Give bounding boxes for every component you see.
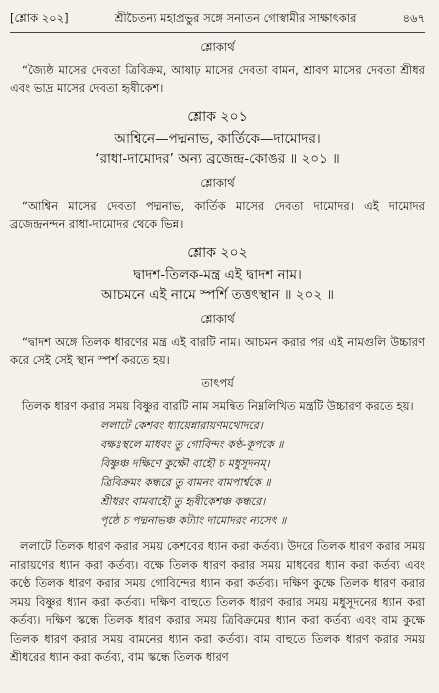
mantra-line: শ্রীধরং বামবাহৌ তু হৃষীকেশঞ্চ কন্ধরে।: [100, 495, 266, 508]
verse-number: শ্লোক ২০২: [187, 245, 248, 261]
running-header: [10, 10, 425, 33]
purport-heading: তাৎপর্য: [201, 376, 234, 390]
header-title: শ্রীচৈতন্য মহাপ্রভুর সঙ্গে সনাতন গোস্বামীর সাক্ষাৎকার: [114, 11, 357, 25]
purport-body: ললাটে তিলক ধারণ করার সময় কেশবের ধ্যান করা কর্তব্য। উদরে তিলক ধারণ করার সময় নারায়ণের ধ্যান করা কর্তব্য। বক্ষে তিলক ধারণ করার সময় মাধবের ধ্যান করা কর্তব্য এবং কণ্ঠে তিলক ধারণ করার সময় গোবিন্দের ধ্যান করা কর্তব্য। দক্ষিণ কুক্ষে তিলক ধারণ করার সময় বিষ্ণুর ধ্যান করা কর্তব্য। দক্ষিণ বাহুতে তিলক ধারণ করার সময় মধুসূদনের ধ্যান করা কর্তব্য। দক্ষিণ স্কন্ধে তিলক ধারণ করার সময় ত্রিবিক্রমের ধ্যান করা কর্তব্য এবং বাম কুক্ষে তিলক ধারণ করার সময় বামনের ধ্যান করা কর্তব্য। বাম বাহুতে তিলক ধারণ করার সময় শ্রীধরের ধ্যান করা কর্তব্য, বাম স্কন্ধে তিলক ধারণ: [10, 539, 425, 664]
verse-line: আশ্বিনে—পদ্মনাভ, কার্তিকে—দামোদর।: [114, 131, 321, 147]
translation-text: “দ্বাদশ অঙ্গে তিলক ধারণের মন্ত্র এই বারটি নাম। আচমন করার পর এই নামগুলি উচ্চারণ করে সেই সেই স্থান স্পর্শ করতে হয়।: [10, 335, 425, 367]
verse-number: শ্লোক ২০১: [187, 109, 248, 125]
mantra-line: ললাটে কেশবং ধ্যায়েন্নারায়ণমথোদরে।: [100, 419, 263, 432]
translation-heading: শ্লোকার্থ: [200, 176, 235, 190]
mantra-block: [10, 417, 425, 529]
purport-intro: তিলক ধারণ করার সময় বিষ্ণুর বারটি নাম সমন্বিত নিম্নলিখিত মন্ত্রটি উচ্চারণ করতে হয়।: [22, 399, 414, 413]
mantra-line: বিষ্ণুঞ্চ দক্ষিণে কুক্ষৌ বাহৌ চ মধুসূদনম্।: [100, 457, 270, 470]
translation-heading: শ্লোকার্থ: [200, 312, 235, 326]
page-number: ৪৬৭: [402, 11, 425, 25]
translation-text: “জ্যৈষ্ঠ মাসের দেবতা ত্রিবিক্রম, আষাঢ় মাসের দেবতা বামন, শ্রাবণ মাসের দেবতা শ্রীধর এবং ভাদ্র মাসের দেবতা হৃষীকেশ।: [10, 63, 425, 95]
translation-text: “আশ্বিন মাসের দেবতা পদ্মনাভ, কার্তিক মাসের দেবতা দামোদর। এই দামোদর ব্রজেন্দ্রনন্দন রাধা-দামোদর থেকে ভিন্ন।: [10, 199, 425, 231]
mantra-line: ত্রিবিক্রমং কন্ধরে তু বামনং বামপার্শ্বকে ॥: [100, 476, 271, 489]
header-verse-ref: [শ্লোক ২০২]: [10, 11, 69, 25]
mantra-line: পৃষ্ঠে চ পদ্মনাভঞ্চ কট্যাং দামোদরং ন্যসেৎ ॥: [100, 514, 287, 527]
translation-heading: শ্লোকার্থ: [200, 40, 235, 54]
verse-line: আচমনে এই নামে স্পর্শি তত্তৎস্থান ॥ ২০২ ॥: [100, 287, 335, 303]
verse-line: ‘রাধা-দামোদর’ অন্য ব্রজেন্দ্র-কোঙর ॥ ২০১ ॥: [95, 151, 340, 167]
mantra-line: বক্ষঃস্থলে মাধবং তু গোবিন্দং কণ্ঠ-কূপকে ॥: [100, 438, 284, 451]
verse-line: দ্বাদশ-তিলক-মন্ত্র এই দ্বাদশ নাম।: [133, 267, 302, 283]
